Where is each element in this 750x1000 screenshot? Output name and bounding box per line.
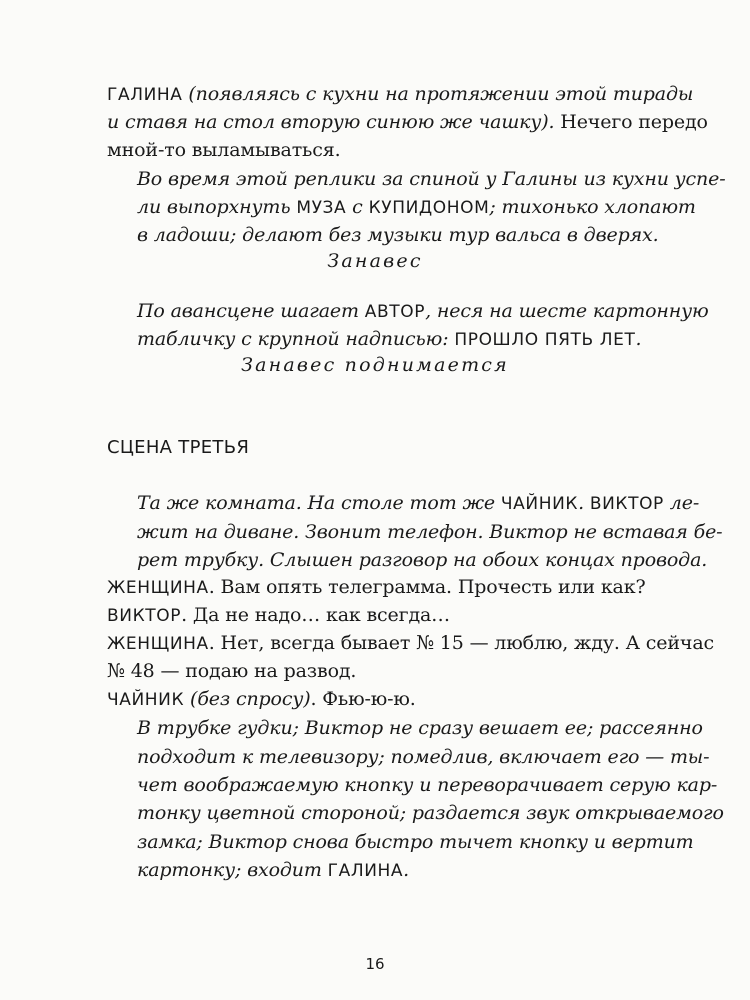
dialogue: . Да не надо… как всегда… [181, 604, 451, 626]
stage-direction-line: По авансцене шагает АВТОР, неся на шесте картонную [137, 300, 709, 322]
character-name: ЖЕНЩИНА [107, 634, 209, 654]
stage-direction-line: Во время этой реплики за спиной у Галины из кухни успе- [137, 168, 726, 190]
stage-direction-line: ли выпорхнуть МУЗА с КУПИДОНОМ; тихонько хлопают [137, 196, 696, 218]
character-name: ЧАЙНИК [107, 690, 185, 710]
stage-direction-line: В трубке гудки; Виктор не сразу вешает ее; рассеянно [137, 717, 703, 739]
stage-direction: (без спросу) [184, 688, 311, 710]
stage-direction-line: жит на диване. Звонит телефон. Виктор не вставая бе- [137, 521, 723, 543]
dialogue-line [107, 575, 645, 600]
character-name: ГАЛИНА [107, 85, 183, 105]
stage-direction: (появляясь с кухни на протяжении этой тирады [182, 83, 694, 105]
stage-direction-line: чет воображаемую кнопку и переворачивает серую кар- [137, 774, 718, 796]
dialogue: . Фью-ю-ю. [310, 688, 416, 710]
character-name: МУЗА [296, 198, 347, 218]
text-line [107, 110, 708, 134]
dialogue: . Нет, всегда бывает № 15 — люблю, жду. А сейчас [208, 632, 714, 654]
sign-text: ПРОШЛО ПЯТЬ ЛЕТ [454, 330, 636, 350]
dialogue-line [107, 687, 416, 712]
text-line [107, 82, 693, 107]
dialogue-line [107, 603, 450, 628]
dialogue-line [107, 631, 714, 656]
stage-direction-line: в ладоши; делают без музыки тур вальса в дверях. [137, 224, 659, 246]
dialogue: . Вам опять телеграмма. Прочесть или как? [208, 576, 646, 598]
character-name: ЖЕНЩИНА [107, 578, 209, 598]
dialogue-line: № 48 — подаю на развод. [107, 660, 357, 682]
page-number: 16 [365, 955, 385, 973]
character-name: ГАЛИНА [327, 861, 404, 881]
stage-direction-line: Та же комната. На столе тот же ЧАЙНИК. ВИКТОР ле- [137, 492, 700, 514]
stage-direction: и ставя на стол вторую синюю же чашку). [107, 111, 555, 133]
character-name: ВИКТОР [107, 606, 182, 626]
stage-direction-line: подходит к телевизору; помедлив, включает его — ты- [137, 746, 710, 768]
stage-direction-line: рет трубку. Слышен разговор на обоих концах провода. [137, 549, 708, 571]
character-name: ЧАЙНИК [500, 494, 579, 514]
stage-direction-line: картонку; входит ГАЛИНА. [137, 859, 410, 881]
character-name: ВИКТОР [589, 494, 664, 514]
curtain-direction: Занавес поднимается [241, 354, 509, 376]
character-name: КУПИДОНОМ [368, 198, 490, 218]
text-line: мной-то выламываться. [107, 139, 341, 161]
dialogue: Нечего передо [554, 111, 708, 133]
stage-direction-line: тонку цветной стороной; раздается звук открываемого [137, 802, 724, 824]
curtain-direction: Занавес [327, 250, 423, 272]
character-name: АВТОР [364, 302, 426, 322]
scene-title: СЦЕНА ТРЕТЬЯ [107, 437, 250, 458]
stage-direction-line: замка; Виктор снова быстро тычет кнопку и вертит [137, 831, 694, 853]
stage-direction-line: табличку с крупной надписью: ПРОШЛО ПЯТЬ ЛЕТ. [137, 328, 642, 350]
